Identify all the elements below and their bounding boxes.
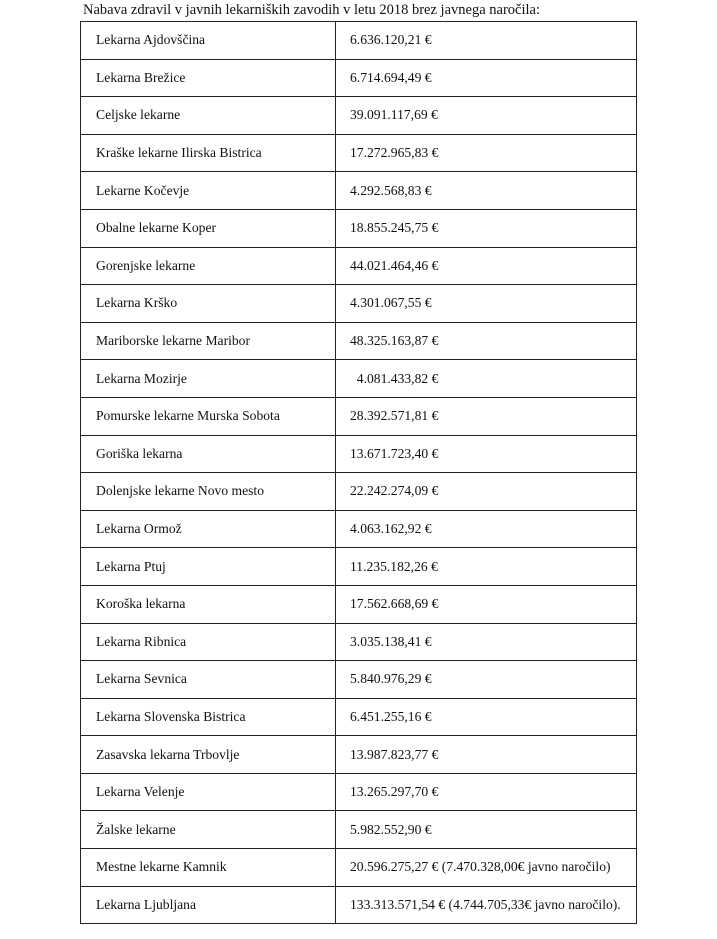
pharmacy-name-cell: Koroška lekarna [81, 585, 336, 623]
pharmacy-name-cell: Lekarne Kočevje [81, 172, 336, 210]
pharmacy-name-cell: Lekarna Ribnica [81, 623, 336, 661]
amount-cell: 18.855.245,75 € [336, 209, 637, 247]
amount-cell: 133.313.571,54 € (4.744.705,33€ javno naročilo). [336, 886, 637, 924]
amount-cell: 17.272.965,83 € [336, 134, 637, 172]
pharmacy-name-cell: Lekarna Slovenska Bistrica [81, 698, 336, 736]
amount-cell: 22.242.274,09 € [336, 473, 637, 511]
table-row [81, 548, 637, 586]
pharmacy-name-cell: Lekarna Mozirje [81, 360, 336, 398]
pharmacy-name-cell: Lekarna Sevnica [81, 661, 336, 699]
pharmacy-name-cell: Mariborske lekarne Maribor [81, 322, 336, 360]
amount-cell: 13.671.723,40 € [336, 435, 637, 473]
pharmacy-name-cell: Obalne lekarne Koper [81, 209, 336, 247]
table-row [81, 698, 637, 736]
pharmacy-name-cell: Kraške lekarne Ilirska Bistrica [81, 134, 336, 172]
table-row [81, 849, 637, 887]
table-row [81, 247, 637, 285]
table-row [81, 473, 637, 511]
table-row [81, 209, 637, 247]
pharmacy-name-cell: Lekarna Ormož [81, 510, 336, 548]
amount-cell: 13.987.823,77 € [336, 736, 637, 774]
table-row [81, 623, 637, 661]
table-row [81, 736, 637, 774]
table-row [81, 97, 637, 135]
amount-cell: 5.982.552,90 € [336, 811, 637, 849]
table-row [81, 59, 637, 97]
pharmacy-name-cell: Žalske lekarne [81, 811, 336, 849]
table-row [81, 22, 637, 60]
table-row [81, 585, 637, 623]
amount-cell: 4.292.568,83 € [336, 172, 637, 210]
pharmacy-table [80, 21, 637, 924]
amount-cell: 13.265.297,70 € [336, 773, 637, 811]
amount-cell: 44.021.464,46 € [336, 247, 637, 285]
pharmacy-name-cell: Lekarna Ajdovščina [81, 22, 336, 60]
amount-cell: 6.636.120,21 € [336, 22, 637, 60]
amount-cell: 5.840.976,29 € [336, 661, 637, 699]
pharmacy-name-cell: Mestne lekarne Kamnik [81, 849, 336, 887]
amount-cell: 4.063.162,92 € [336, 510, 637, 548]
table-row [81, 322, 637, 360]
amount-cell: 4.081.433,82 € [336, 360, 637, 398]
pharmacy-name-cell: Lekarna Krško [81, 285, 336, 323]
amount-cell: 3.035.138,41 € [336, 623, 637, 661]
table-row [81, 134, 637, 172]
pharmacy-name-cell: Zasavska lekarna Trbovlje [81, 736, 336, 774]
pharmacy-name-cell: Lekarna Velenje [81, 773, 336, 811]
pharmacy-name-cell: Celjske lekarne [81, 97, 336, 135]
amount-cell: 48.325.163,87 € [336, 322, 637, 360]
amount-cell: 28.392.571,81 € [336, 397, 637, 435]
amount-cell: 17.562.668,69 € [336, 585, 637, 623]
pharmacy-name-cell: Goriška lekarna [81, 435, 336, 473]
table-row [81, 661, 637, 699]
pharmacy-name-cell: Pomurske lekarne Murska Sobota [81, 397, 336, 435]
table-body [81, 22, 637, 924]
table-row [81, 360, 637, 398]
pharmacy-name-cell: Dolenjske lekarne Novo mesto [81, 473, 336, 511]
pharmacy-name-cell: Lekarna Ljubljana [81, 886, 336, 924]
table-row [81, 285, 637, 323]
amount-cell: 11.235.182,26 € [336, 548, 637, 586]
amount-cell: 39.091.117,69 € [336, 97, 637, 135]
table-row [81, 886, 637, 924]
amount-cell: 6.451.255,16 € [336, 698, 637, 736]
table-row [81, 435, 637, 473]
page-title: Nabava zdravil v javnih lekarniških zavodih v letu 2018 brez javnega naročila: [83, 2, 540, 18]
pharmacy-name-cell: Lekarna Brežice [81, 59, 336, 97]
table-row [81, 773, 637, 811]
table-row [81, 510, 637, 548]
amount-cell: 6.714.694,49 € [336, 59, 637, 97]
amount-cell: 4.301.067,55 € [336, 285, 637, 323]
table-row [81, 397, 637, 435]
amount-cell: 20.596.275,27 € (7.470.328,00€ javno naročilo) [336, 849, 637, 887]
table-row [81, 811, 637, 849]
pharmacy-name-cell: Gorenjske lekarne [81, 247, 336, 285]
pharmacy-name-cell: Lekarna Ptuj [81, 548, 336, 586]
table-row [81, 172, 637, 210]
